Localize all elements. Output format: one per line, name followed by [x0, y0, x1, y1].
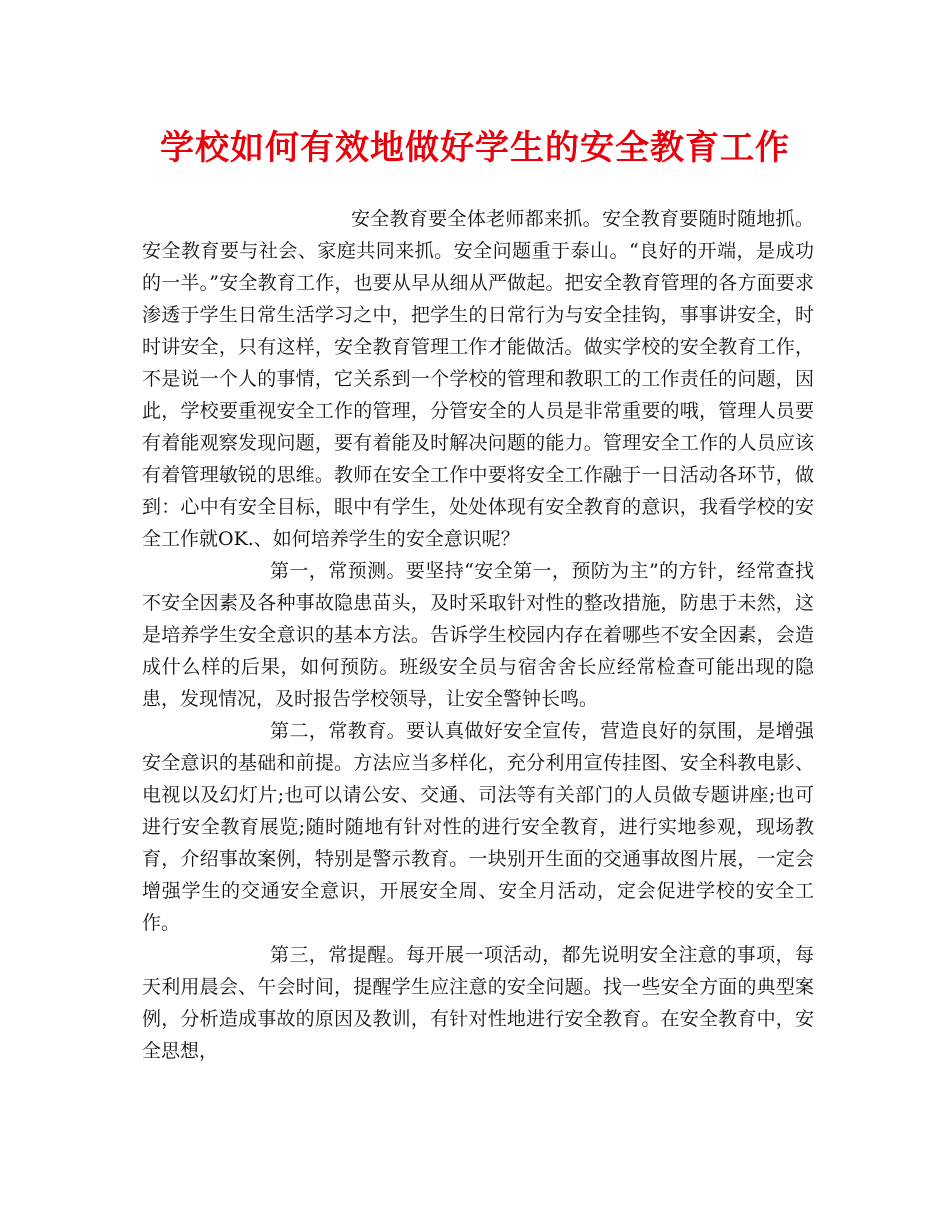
paragraph-first-point: 第一，常预测。要坚持“安全第一，预防为主”的方针，经常查找不安全因素及各种事故隐患苗头，及时采取针对性的整改措施，防患于未然，这是培养学生安全意识的基本方法。告诉学生校园内存在着哪些不安全因素，会造成什么样的后果，如何预防。班级安全员与宿舍舍长应经常检查可能出现的隐患，发现情况，及时报告学校领导，让安全警钟长鸣。 [142, 560, 814, 710]
paragraph-intro: 安全教育要全体老师都来抓。安全教育要随时随地抓。安全教育要与社会、家庭共同来抓。安全问题重于泰山。“良好的开端，是成功的一半。”安全教育工作，也要从早从细从严做起。把安全教育管理的各方面要求渗透于学生日常生活学习之中，把学生的日常行为与安全挂钩，事事讲安全，时时讲安全，只有这样，安全教育管理工作才能做活。做实学校的安全教育工作，不是说一个人的事情，它关系到一个学校的管理和教职工的工作责任的问题，因此，学校要重视安全工作的管理，分管安全的人员是非常重要的哦，管理人员要有着能观察发现问题，要有着能及时解决问题的能力。管理安全工作的人员应该有着管理敏锐的思维。教师在安全工作中要将安全工作融于一日活动各环节，做到：心中有安全目标，眼中有学生，处处体现有安全教育的意识，我看学校的安全工作就OK.、如何培养学生的安全意识呢？ [142, 208, 814, 550]
paragraph-third-point: 第三，常提醒。每开展一项活动，都先说明安全注意的事项，每天利用晨会、午会时间，提醒学生应注意的安全问题。找一些安全方面的典型案例，分析造成事故的原因及教训，有针对性地进行安全教育。在安全教育中，安全思想， [142, 944, 814, 1062]
document-body [142, 203, 814, 1067]
document-title: 学校如何有效地做好学生的安全教育工作 [160, 128, 790, 168]
paragraph-second-point: 第二，常教育。要认真做好安全宣传，营造良好的氛围，是增强安全意识的基础和前提。方法应当多样化，充分利用宣传挂图、安全科教电影、电视以及幻灯片;也可以请公安、交通、司法等有关部门的人员做专题讲座;也可进行安全教育展览;随时随地有针对性的进行安全教育，进行实地参观，现场教育，介绍事故案例，特别是警示教育。一块别开生面的交通事故图片展，一定会增强学生的交通安全意识，开展安全周、安全月活动，定会促进学校的安全工作。 [142, 720, 814, 934]
